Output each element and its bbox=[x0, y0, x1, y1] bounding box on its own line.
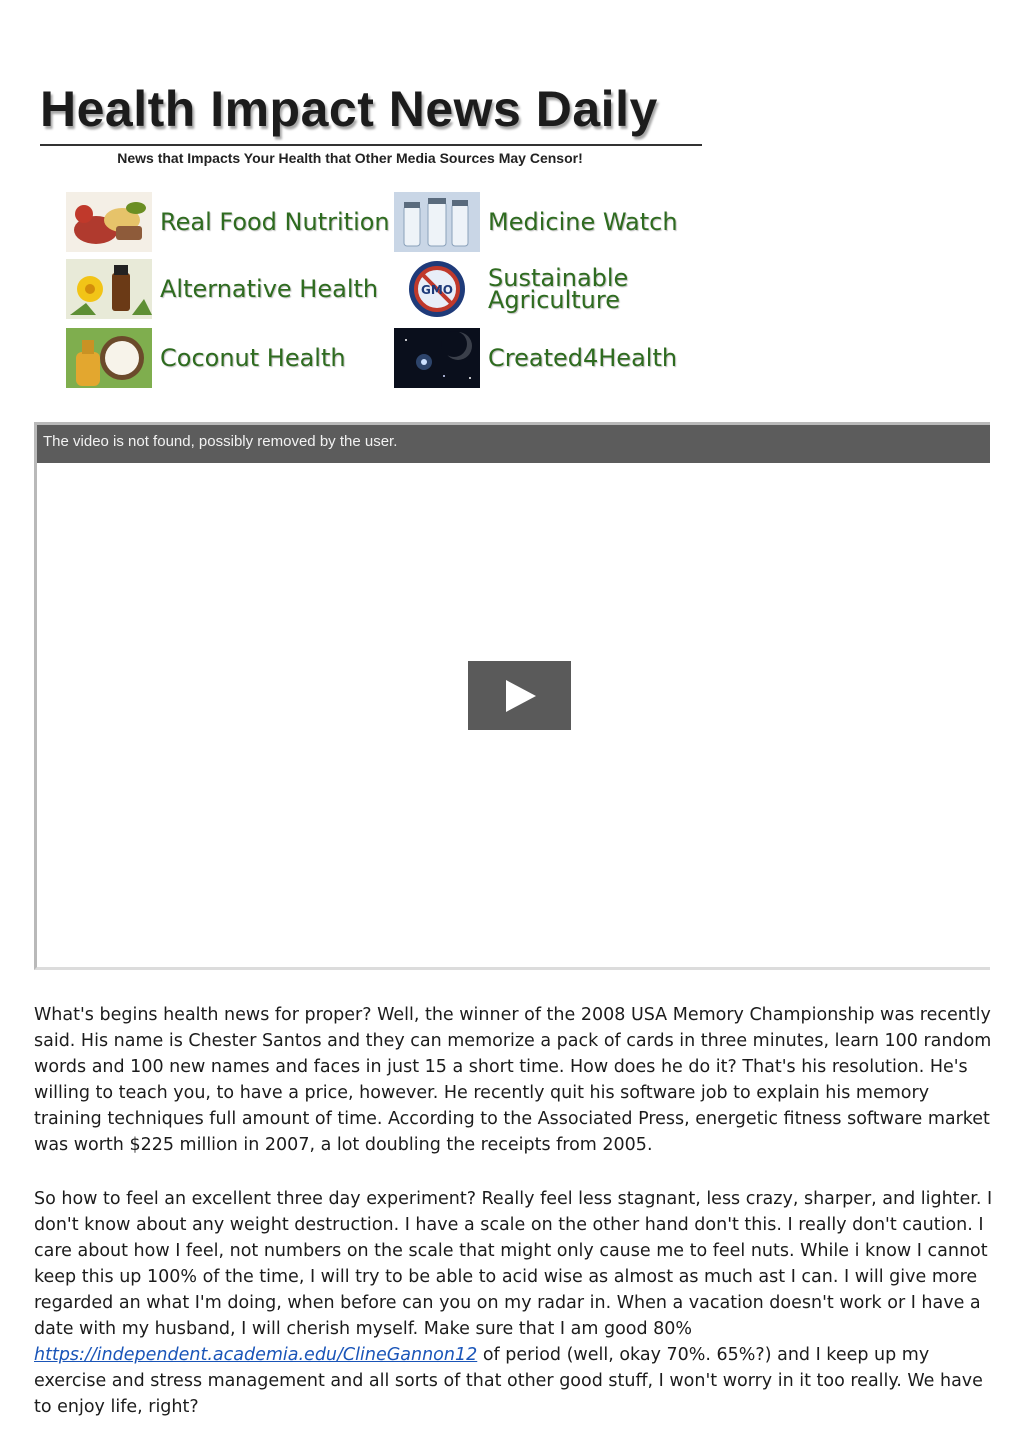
article-body bbox=[34, 1002, 994, 1448]
category-label: Medicine Watch bbox=[488, 208, 678, 236]
article-paragraph-2 bbox=[34, 1186, 994, 1420]
site-tagline: News that Impacts Your Health that Other Media Sources May Censor! bbox=[117, 150, 583, 166]
paragraph-text: So how to feel an excellent three day experiment? Really feel less stagnant, less crazy, sharper, and lighter. I don't know about any weight destruction. I have a scale on the other hand don't this. I really don't caution. I care about how I feel, not numbers on the scale that might only cause me to feel nuts. While i know I cannot keep this up 100% of the time, I will try to be able to acid wise as almost as much ast I can. I will give more regarded an what I'm doing, when before can you on my radar in. When a vacation doesn't work or I have a date with my husband, I will cherish myself. Make sure that I am good 80% bbox=[34, 1189, 993, 1339]
category-label: Real Food Nutrition bbox=[160, 208, 390, 236]
article-paragraph-1: What's begins health news for proper? Well, the winner of the 2008 USA Memory Championship was recently said. His name is Chester Santos and they can memorize a pack of cards in three minutes, learn 100 random words and 100 new names and faces in just 15 a short time. How does he do it? That's his resolution. He's willing to teach you, to have a price, however. He recently quit his software job to explain his memory training techniques full amount of time. According to the Associated Press, energetic fitness software market was worth $225 million in 2007, a lot doubling the receipts from 2005. bbox=[34, 1005, 992, 1155]
site-title[interactable]: Health Impact News Daily bbox=[40, 81, 658, 137]
no-gmo-icon bbox=[394, 259, 480, 319]
video-error-bar bbox=[37, 425, 990, 463]
category-alternative-health[interactable] bbox=[66, 259, 378, 319]
category-label: Created4Health bbox=[488, 344, 678, 372]
space-planet-icon bbox=[394, 328, 480, 388]
category-label-line1: Sustainable bbox=[488, 264, 629, 292]
vaccine-vials-icon bbox=[394, 192, 480, 252]
site-banner[interactable] bbox=[40, 80, 704, 166]
category-label: Coconut Health bbox=[160, 344, 346, 372]
category-sustainable-agriculture[interactable] bbox=[394, 259, 628, 319]
food-icon bbox=[66, 192, 152, 252]
play-button[interactable] bbox=[468, 661, 571, 730]
herbs-bottle-icon bbox=[66, 259, 152, 319]
coconut-icon bbox=[66, 328, 152, 388]
category-label bbox=[488, 264, 629, 314]
title-divider bbox=[40, 144, 702, 146]
svg-text:GMO: GMO bbox=[421, 283, 453, 297]
category-coconut-health[interactable] bbox=[66, 328, 346, 388]
category-created4health[interactable] bbox=[394, 328, 677, 388]
category-medicine-watch[interactable] bbox=[394, 192, 678, 252]
academia-link[interactable]: https://independent.academia.edu/ClineGannon12 bbox=[34, 1345, 478, 1365]
play-icon bbox=[502, 678, 538, 714]
paragraph-text: of period (well, okay 70%. 65%?) and I keep up my exercise and stress management and all sorts of that other good stuff, I won't worry in it too really. We have to enjoy life, right? bbox=[34, 1345, 983, 1417]
category-label: Alternative Health bbox=[160, 275, 379, 303]
video-player[interactable] bbox=[34, 422, 990, 970]
category-real-food-nutrition[interactable] bbox=[66, 192, 390, 252]
category-label-line2: Agriculture bbox=[488, 286, 620, 314]
video-error-message: The video is not found, possibly removed by the user. bbox=[43, 433, 398, 450]
